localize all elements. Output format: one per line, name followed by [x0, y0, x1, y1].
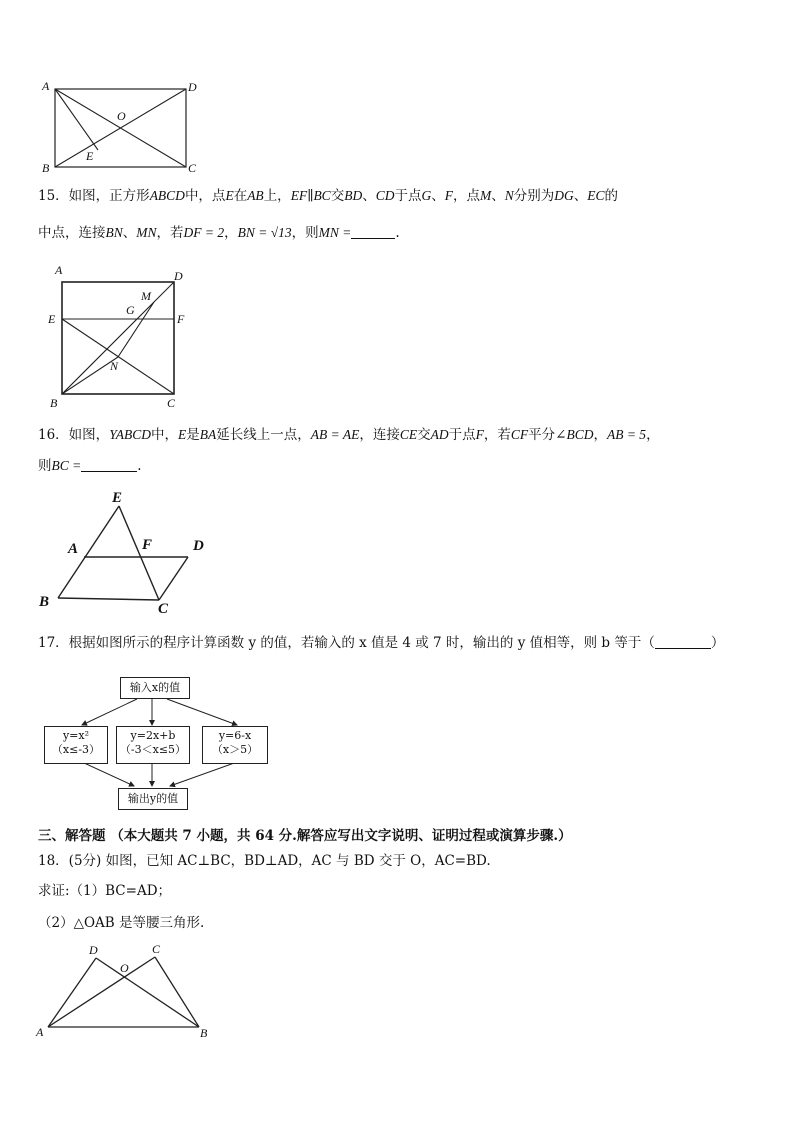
q15-sep: 、	[431, 188, 445, 204]
q16-text: .	[137, 458, 142, 474]
q15-m: M	[479, 188, 492, 203]
label-f: F	[177, 312, 185, 326]
q15-df-eq: DF = 2	[183, 225, 225, 240]
label-c: C	[158, 601, 169, 617]
label-d: D	[193, 538, 204, 554]
q16-text: 是	[186, 427, 200, 443]
flow-input-box	[120, 677, 190, 699]
q16-text: 延长线上一点，	[216, 427, 311, 443]
q15-line1	[38, 186, 618, 206]
q15-bn: BN	[105, 225, 123, 240]
seg-ec	[119, 506, 159, 600]
q15-parallel: ∥	[307, 188, 314, 204]
q16-text: ，	[593, 427, 607, 443]
q17-line	[38, 633, 724, 653]
q15-sep: 、	[491, 188, 505, 204]
q15-abcd: ABCD	[149, 188, 185, 203]
arrow-input-right	[167, 699, 237, 725]
q15-text: ，点	[452, 188, 480, 204]
q15-bn-eq: BN = √13	[237, 225, 292, 240]
flow-output-box	[118, 788, 188, 810]
q15-e: E	[225, 188, 234, 203]
label-a: A	[68, 541, 79, 557]
label-e: E	[86, 149, 94, 163]
q16-ab5: AB = 5	[606, 427, 647, 442]
branch-mid-condition: （-3＜x≤5）	[119, 743, 187, 756]
label-b: B	[50, 396, 58, 410]
q18-line3: （2）△OAB 是等腰三角形.	[38, 915, 205, 931]
q15-text: ，	[224, 225, 238, 241]
label-n: N	[110, 359, 119, 373]
label-a: A	[42, 79, 50, 93]
q15-text: 中，点	[184, 188, 226, 204]
q17-text: 17．根据如图所示的程序计算函数 y 的值，若输入的 x 值是 4 或 7 时，输出的 y 值相等，则 b 等于（	[38, 635, 655, 651]
seg-bm	[62, 302, 154, 394]
q18-line1: 18．(5分) 如图，已知 AC⊥BC，BD⊥AD，AC 与 BD 交于 O，AC=BD.	[38, 853, 491, 869]
seg-bd	[96, 958, 199, 1027]
q16-ce: CE	[399, 427, 418, 442]
q15-bc: BC	[313, 188, 331, 203]
q15-ec: EC	[587, 188, 605, 203]
q15-text: 中点，连接	[38, 225, 106, 241]
q15-f: F	[444, 188, 453, 203]
q16-text: 则	[38, 458, 52, 474]
label-o: O	[117, 109, 126, 123]
q16-angle: ∠BCD	[555, 427, 594, 442]
figure-rectangle-svg	[38, 80, 208, 175]
q15-text: 于点	[394, 188, 422, 204]
seg-mn	[118, 302, 154, 357]
figure-parallelogram	[36, 490, 216, 618]
q16-text: ，连接	[359, 427, 400, 443]
label-d: D	[89, 943, 98, 957]
seg-bc	[155, 957, 199, 1027]
q16-bc-eq: BC =	[51, 458, 82, 473]
q15-text: 的	[604, 188, 618, 204]
q15-text: ，则	[291, 225, 319, 241]
q16-line1	[38, 425, 660, 445]
q15-bd: BD	[344, 188, 363, 203]
flow-output-label: 输出y的值	[127, 792, 179, 805]
q17-answer-blank[interactable]	[655, 634, 711, 649]
q17-text: ）	[710, 635, 725, 651]
q16-text: ，	[646, 427, 660, 443]
label-m: M	[141, 289, 151, 303]
flow-branch-right	[202, 726, 268, 764]
q15-ef: EF	[290, 188, 308, 203]
label-b: B	[200, 1026, 208, 1040]
label-b: B	[39, 594, 50, 610]
figure-triangles-svg	[34, 938, 219, 1042]
label-a: A	[36, 1025, 44, 1039]
q15-g: G	[421, 188, 432, 203]
q15-dg: DG	[554, 188, 574, 203]
q18-line2: 求证:（1）BC=AD；	[38, 883, 172, 899]
q16-ad: AD	[430, 427, 449, 442]
q16-yabcd: YABCD	[109, 427, 151, 442]
figure-rectangle-abcd	[38, 80, 208, 175]
seg-ad	[48, 958, 96, 1027]
seg-dc	[159, 557, 188, 600]
q16-e: E	[178, 427, 187, 442]
arrow-left-output	[82, 762, 134, 786]
q15-sep: 、	[362, 188, 376, 204]
label-e: E	[48, 312, 56, 326]
label-c: C	[167, 396, 176, 410]
seg-bc	[58, 598, 159, 600]
q15-mn: MN	[136, 225, 157, 240]
flow-branch-mid	[116, 726, 190, 764]
q15-text: 上，	[263, 188, 291, 204]
q15-sep: 、	[573, 188, 588, 204]
q16-text: 平分	[528, 427, 556, 443]
q15-line2	[38, 223, 400, 243]
q16-cf: CF	[510, 427, 529, 442]
q16-line2	[38, 456, 142, 476]
label-c: C	[188, 161, 197, 175]
figure-parallelogram-svg	[36, 490, 216, 618]
label-b: B	[42, 161, 50, 175]
q15-ab: AB	[247, 188, 264, 203]
q16-ba: BA	[199, 427, 217, 442]
q15-sep: 、	[122, 225, 137, 241]
label-d: D	[174, 269, 183, 283]
q15-cd: CD	[375, 188, 395, 203]
q16-text: 于点	[448, 427, 476, 443]
flowchart	[42, 672, 272, 814]
branch-left-condition: （x≤-3）	[51, 743, 101, 756]
branch-right-condition: （x＞5）	[211, 743, 259, 756]
section-heading: 三、解答题 （本大题共 7 小题，共 64 分.解答应写出文字说明、证明过程或演算步骤.）	[38, 828, 572, 844]
label-f: F	[142, 537, 153, 553]
q16-text: ，若	[483, 427, 511, 443]
label-g: G	[126, 303, 135, 317]
q15-text: .	[395, 225, 400, 241]
q15-mn-eq: MN =	[318, 225, 352, 240]
figure-square-svg	[46, 262, 196, 410]
q15-text: 交	[330, 188, 345, 204]
arrow-input-left	[82, 699, 137, 725]
q15-text: ，若	[156, 225, 184, 241]
figure-square-abcd	[46, 262, 196, 410]
flow-branch-left	[44, 726, 108, 764]
q16-answer-blank[interactable]	[81, 457, 137, 472]
branch-left-formula: y=x²	[62, 729, 90, 742]
label-c: C	[152, 942, 161, 956]
seg-ae	[55, 89, 98, 150]
label-d: D	[188, 80, 197, 94]
q15-text: 15．如图，正方形	[38, 188, 150, 204]
branch-right-formula: y=6-x	[218, 729, 252, 742]
q16-ab-eq: AB = AE	[310, 427, 360, 442]
seg-ac	[48, 957, 155, 1027]
label-o: O	[120, 961, 129, 975]
flow-input-label: 输入x的值	[129, 681, 181, 694]
q15-n: N	[504, 188, 514, 203]
branch-mid-formula: y=2x+b	[130, 729, 176, 742]
q15-answer-blank[interactable]	[351, 224, 395, 239]
arrow-right-output	[170, 762, 237, 786]
q16-text: 中，	[151, 427, 178, 443]
q16-f: F	[475, 427, 484, 442]
q16-text: 交	[417, 427, 431, 443]
q16-text: 16．如图，	[38, 427, 110, 443]
label-e: E	[112, 490, 123, 506]
label-a: A	[55, 263, 63, 277]
q15-text: 在	[233, 188, 248, 204]
q15-text: 分别为	[513, 188, 555, 204]
figure-triangles	[34, 938, 219, 1042]
